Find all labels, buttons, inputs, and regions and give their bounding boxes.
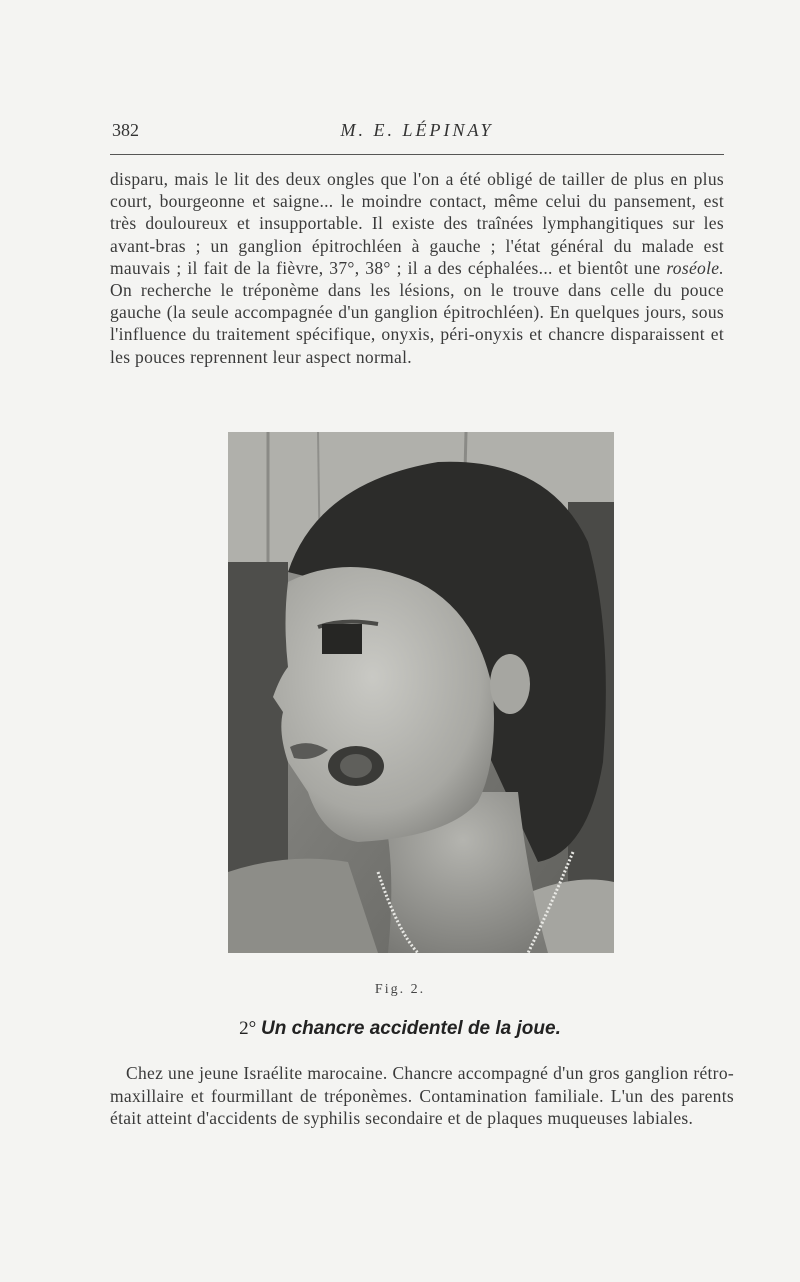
section-title: Un chancre accidentel de la joue.: [260, 1018, 561, 1039]
body-paragraph-2: Chez une jeune Israélite marocaine. Chancre accompagné d'un gros ganglion rétro-maxillaire et fourmillant de tréponèmes. Contamination familiale. L'un des parents était atteint d'accidents de syphilis secondaire et de plaques muqueuses labiales.: [110, 1063, 734, 1128]
page-header: [110, 118, 724, 155]
figure-label: Fig. 2.: [374, 982, 426, 997]
paragraph-1-italic: roséole.: [666, 257, 724, 278]
section-heading: [0, 1018, 800, 1040]
section-number: 2°: [239, 1018, 257, 1039]
running-head: M. E. LÉPINAY: [340, 120, 494, 140]
body-paragraph-1: [110, 168, 724, 368]
portrait-photo: [228, 432, 614, 953]
paragraph-1-text: disparu, mais le lit des deux ongles que l'on a été obligé de tailler de plus en plus court, bourgeonne et saigne... le moindre contact, même celui du pansement, est très douloureux et insupportable. Il existe des traînées lymphangitiques sur les avant-bras ; un ganglion épitrochléen à gauche ; l'état général du malade est mauvais ; il fait de la fièvre, 37°, 38° ; il a des céphalées... et bientôt une: [110, 169, 724, 278]
photograph-figure: [228, 432, 614, 953]
paragraph-1-text-end: On recherche le tréponème dans les lésions, on le trouve dans celle du pouce gauche (la seule accompagnée d'un ganglion épitrochléen). En quelques jours, sous l'influence du traitement spécifique, onyxis, péri-onyxis et chancre disparaissent et les pouces reprennent leur aspect normal.: [110, 280, 724, 367]
page-number: 382: [112, 120, 139, 140]
